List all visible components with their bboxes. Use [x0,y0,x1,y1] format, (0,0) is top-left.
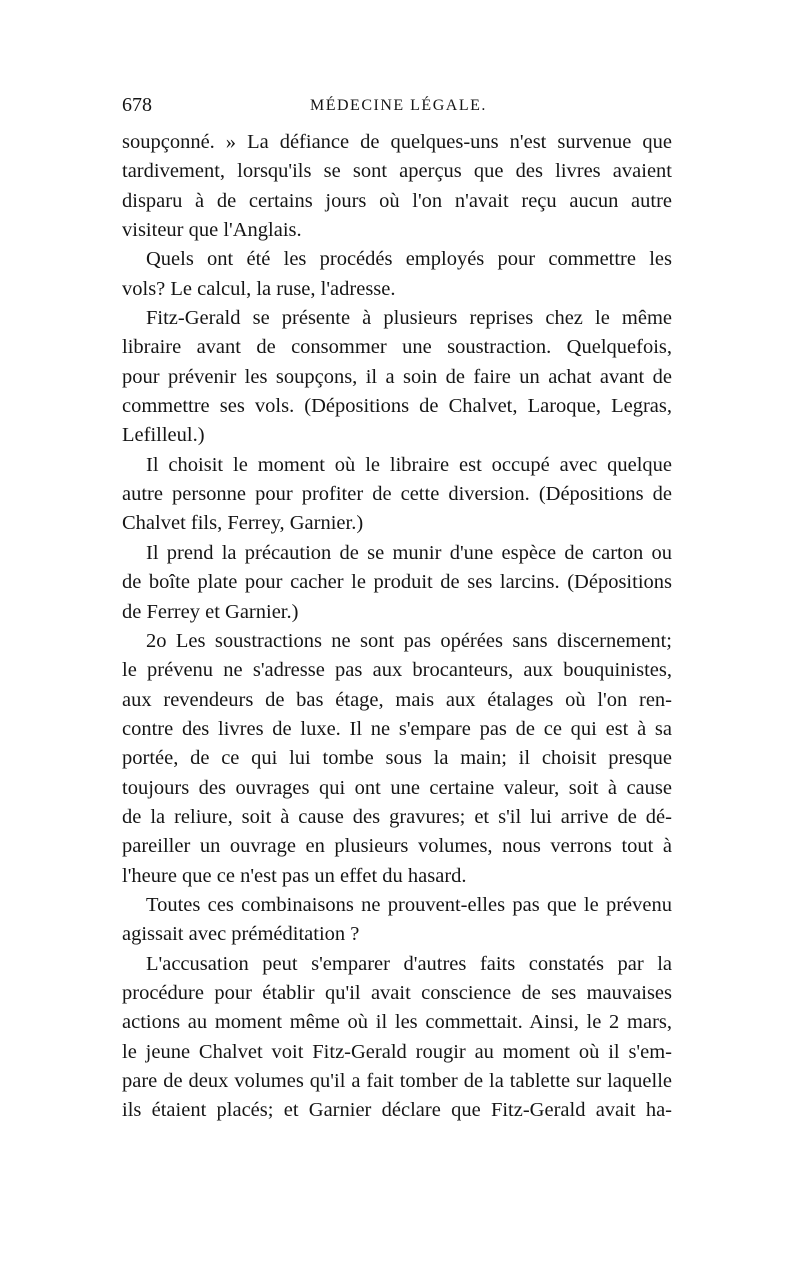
text-line: visiteur que l'Anglais. [122,219,302,242]
text-line: autre personne pour profiter de cette diversion. (Dépositions de [122,483,672,506]
text-line: libraire avant de consommer une soustraction. Quelquefois, [122,336,672,359]
text-line: pour prévenir les soupçons, il a soin de faire un achat avant de [122,365,672,388]
text-line: portée, de ce qui lui tombe sous la main; il choisit presque [122,747,672,770]
text-line: aux revendeurs de bas étage, mais aux étalages où l'on ren- [122,688,672,711]
text-line: L'accusation peut s'emparer d'autres faits constatés par la [146,952,672,975]
running-title: MÉDECINE LÉGALE. [310,97,487,114]
text-line: Il prend la précaution de se munir d'une espèce de carton ou [146,541,672,564]
text-line: procédure pour établir qu'il avait conscience de ses mauvaises [122,981,672,1004]
text-line: actions au moment même où il les commettait. Ainsi, le 2 mars, [122,1011,672,1034]
text-line: Il choisit le moment où le libraire est occupé avec quelque [146,453,672,476]
text-line: soupçonné. » La défiance de quelques-uns n'est survenue que [122,131,672,153]
text-line: pareiller un ouvrage en plusieurs volumes, nous verrons tout à [122,835,672,858]
text-line: Quels ont été les procédés employés pour commettre les [146,248,672,271]
body-text [122,128,672,1126]
text-line: vols? Le calcul, la ruse, l'adresse. [122,277,396,300]
text-line: Toutes ces combinaisons ne prouvent-elles pas que le prévenu [146,893,672,916]
running-head [122,92,672,118]
text-line: de Ferrey et Garnier.) [122,600,299,623]
text-line: agissait avec préméditation ? [122,923,360,946]
text-line: disparu à de certains jours où l'on n'avait reçu aucun autre [122,189,672,212]
text-line: tardivement, lorsqu'ils se sont aperçus que des livres avaient [122,160,672,183]
text-line: contre des livres de luxe. Il ne s'empare pas de ce qui est à sa [122,717,672,740]
text-line: 2o Les soustractions ne sont pas opérées sans discernement; [146,629,672,652]
text-line: l'heure que ce n'est pas un effet du hasard. [122,864,467,887]
text-line: Chalvet fils, Ferrey, Garnier.) [122,512,364,535]
text-line: toujours des ouvrages qui ont une certaine valeur, soit à cause [122,776,672,799]
text-line: commettre ses vols. (Dépositions de Chalvet, Laroque, Legras, [122,395,672,418]
text-line: de la reliure, soit à cause des gravures; et s'il lui arrive de dé- [122,805,672,828]
text-line: de boîte plate pour cacher le produit de ses larcins. (Dépositions [122,571,672,594]
text-line: le prévenu ne s'adresse pas aux brocanteurs, aux bouquinistes, [122,659,672,682]
text-line: le jeune Chalvet voit Fitz-Gerald rougir au moment où il s'em- [122,1040,672,1063]
text-line: pare de deux volumes qu'il a fait tomber de la tablette sur laquelle [122,1070,672,1092]
text-line: Lefilleul.) [122,424,205,447]
page-number: 678 [122,94,152,116]
text-line: Fitz-Gerald se présente à plusieurs reprises chez le même [146,307,672,330]
text-line: ils étaient placés; et Garnier déclare que Fitz-Gerald avait ha- [122,1099,672,1122]
